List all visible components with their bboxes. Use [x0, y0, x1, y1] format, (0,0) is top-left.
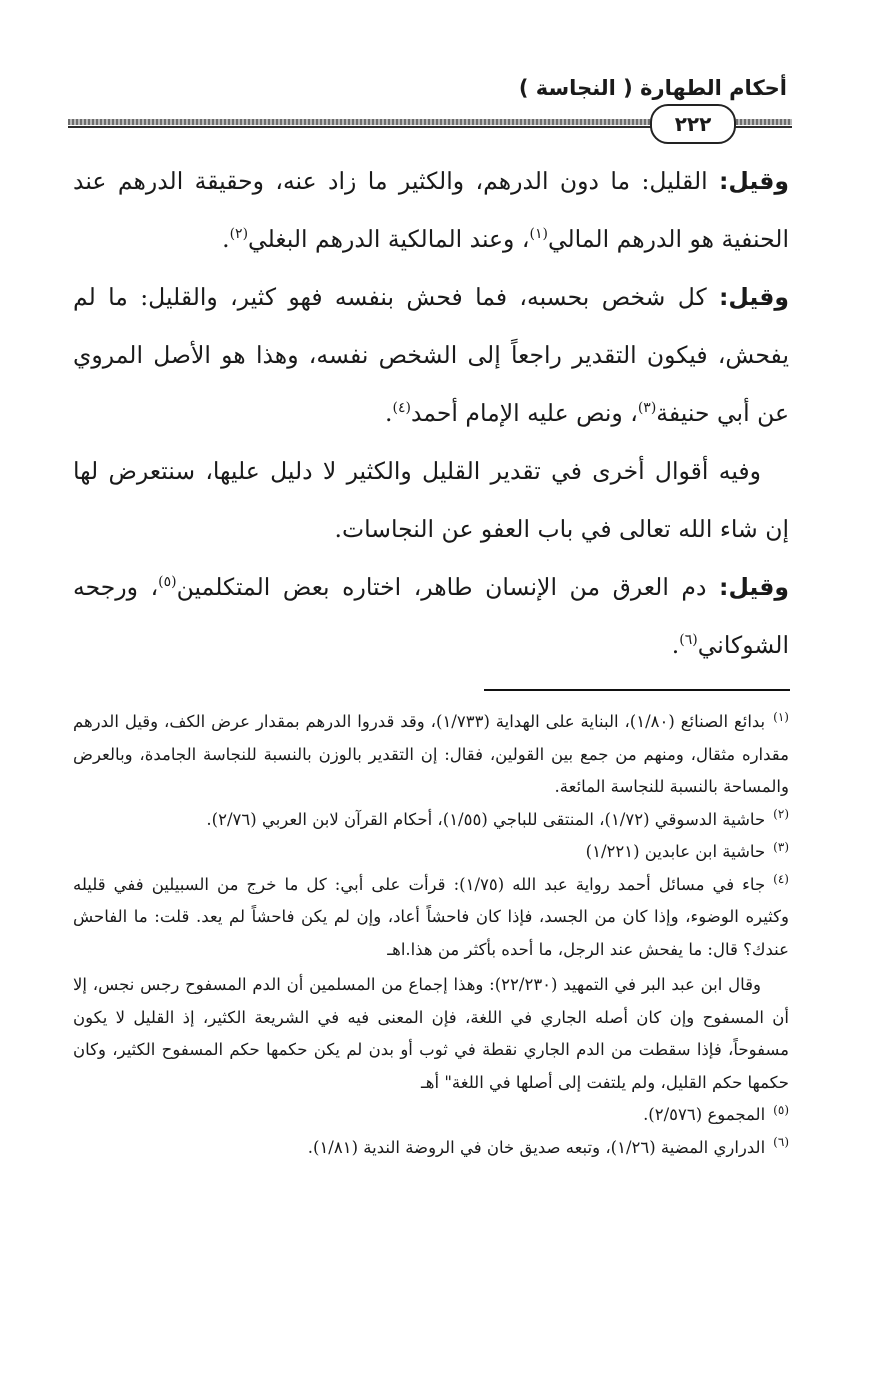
footnote-text: الدراري المضية (١/٢٦)، وتبعه صديق خان في الروضة الندية (١/٨١).	[307, 1137, 766, 1157]
paragraph-text: كل شخص بحسبه، فما فحش بنفسه فهو كثير، والقليل: ما لم يفحش، فيكون التقدير راجعاً إلى الشخص نفسه، وهذا هو الأصل المروي عن أبي حنيفة	[73, 283, 789, 427]
footnote-ref-5[interactable]: (٥)	[158, 574, 177, 591]
paragraph-lead: وقيل:	[719, 167, 789, 195]
paragraph-2	[73, 268, 789, 442]
footnote-4-continuation: وقال ابن عبد البر في التمهيد (٢٢/٢٣٠): وهذا إجماع من المسلمين أن الدم المسفوح رجس نجس، إلا أن المسفوح وإن كان أصله الجاري في اللغة، فإن المعنى فيه في الشريعة الكثير، إذ القليل لا يكون مسفوحاً، فإذا سقطت من الدم الجاري نقطة في ثوب أو بدن لم يكن حكمها حكم المسفوح الكثير، وكان حكمها حكم القليل، ولم يلتفت إلى أصلها في اللغة" أهـ	[73, 975, 789, 1092]
footnote-marker: (٦)	[773, 1135, 789, 1149]
paragraph-text: ، ورجحه الشوكاني	[73, 573, 789, 659]
paragraph-text: ، ونص عليه الإمام أحمد	[410, 399, 638, 427]
footnote-ref-4[interactable]: (٤)	[392, 400, 411, 417]
paragraph-text: القليل: ما دون الدرهم، والكثير ما زاد عنه، وحقيقة الدرهم عند الحنفية هو الدرهم المالي	[73, 167, 789, 253]
footnote-text: بدائع الصنائع (١/٨٠)، البناية على الهداية (١/٧٣٣)، وقد قدروا الدرهم بمقدار عرض الكف، وقيل الدرهم مقداره مثقال، ومنهم من جمع بين القولين، فقال: إن التقدير بالوزن بالنسبة للنجاسة الجامدة، وبالعرض والمساحة بالنسبة للنجاسة المائعة.	[73, 712, 789, 796]
footnote-marker: (٤)	[773, 872, 789, 886]
footnote-marker: (١)	[773, 709, 789, 724]
running-header-title: أحكام الطهارة ( النجاسة )	[518, 76, 787, 100]
footnote-marker: (٢)	[773, 807, 789, 821]
footnote-separator	[484, 689, 790, 691]
paragraph-1	[73, 152, 789, 268]
paragraph-text: دم العرق من الإنسان طاهر، اختاره بعض المتكلمين	[176, 573, 720, 601]
footnote-5	[73, 1099, 789, 1132]
footnote-text: المجموع (٢/٥٧٦).	[643, 1105, 766, 1124]
footnote-text: جاء في مسائل أحمد رواية عبد الله (١/٧٥): قرأت على أبي: كل ما خرج من السبيلين ففي قليله وكثيره الوضوء، وإذا كان من الجسد، فإذا كان فاحشاً أعاد، وإن لم يكن فاحشاً لم يعد. قلت: ما الفاحش عندك؟ قال: ما يفحش عند الرجل، ما أحده بأكثر من هذا.اهـ	[73, 874, 789, 959]
footnote-ref-2[interactable]: (٢)	[229, 226, 249, 243]
paragraph-lead: وقيل:	[719, 573, 790, 601]
footnotes	[73, 706, 789, 1164]
footnote-4	[73, 869, 789, 967]
paragraph-text: .	[222, 225, 230, 253]
footnote-6	[73, 1132, 789, 1165]
footnote-marker: (٣)	[773, 839, 789, 854]
paragraph-text: .	[385, 399, 393, 427]
footnote-text: حاشية الدسوقي (١/٧٢)، المنتقى للباجي (١/٥٥)، أحكام القرآن لابن العربي (٢/٧٦).	[206, 809, 766, 829]
footnote-ref-1[interactable]: (١)	[529, 226, 548, 243]
paragraph-text: ، وعند المالكية الدرهم البغلي	[248, 225, 530, 253]
paragraph-3: وفيه أقوال أخرى في تقدير القليل والكثير لا دليل عليها، سنتعرض لها إن شاء الله تعالى في باب العفو عن النجاسات.	[73, 457, 789, 543]
page-number: ٢٢٢	[650, 104, 736, 144]
footnote-ref-6[interactable]: (٦)	[679, 632, 698, 649]
footnote-1	[73, 706, 789, 804]
paragraph-lead: وقيل:	[719, 283, 789, 311]
footnote-text: حاشية ابن عابدين (١/٢٢١)	[585, 842, 766, 861]
main-text	[73, 152, 789, 674]
footnote-marker: (٥)	[773, 1102, 789, 1117]
footnote-3	[73, 836, 789, 869]
paragraph-4	[73, 558, 789, 674]
footnote-ref-3[interactable]: (٣)	[637, 400, 657, 417]
paragraph-text: .	[671, 631, 680, 659]
footnote-2	[73, 804, 789, 837]
